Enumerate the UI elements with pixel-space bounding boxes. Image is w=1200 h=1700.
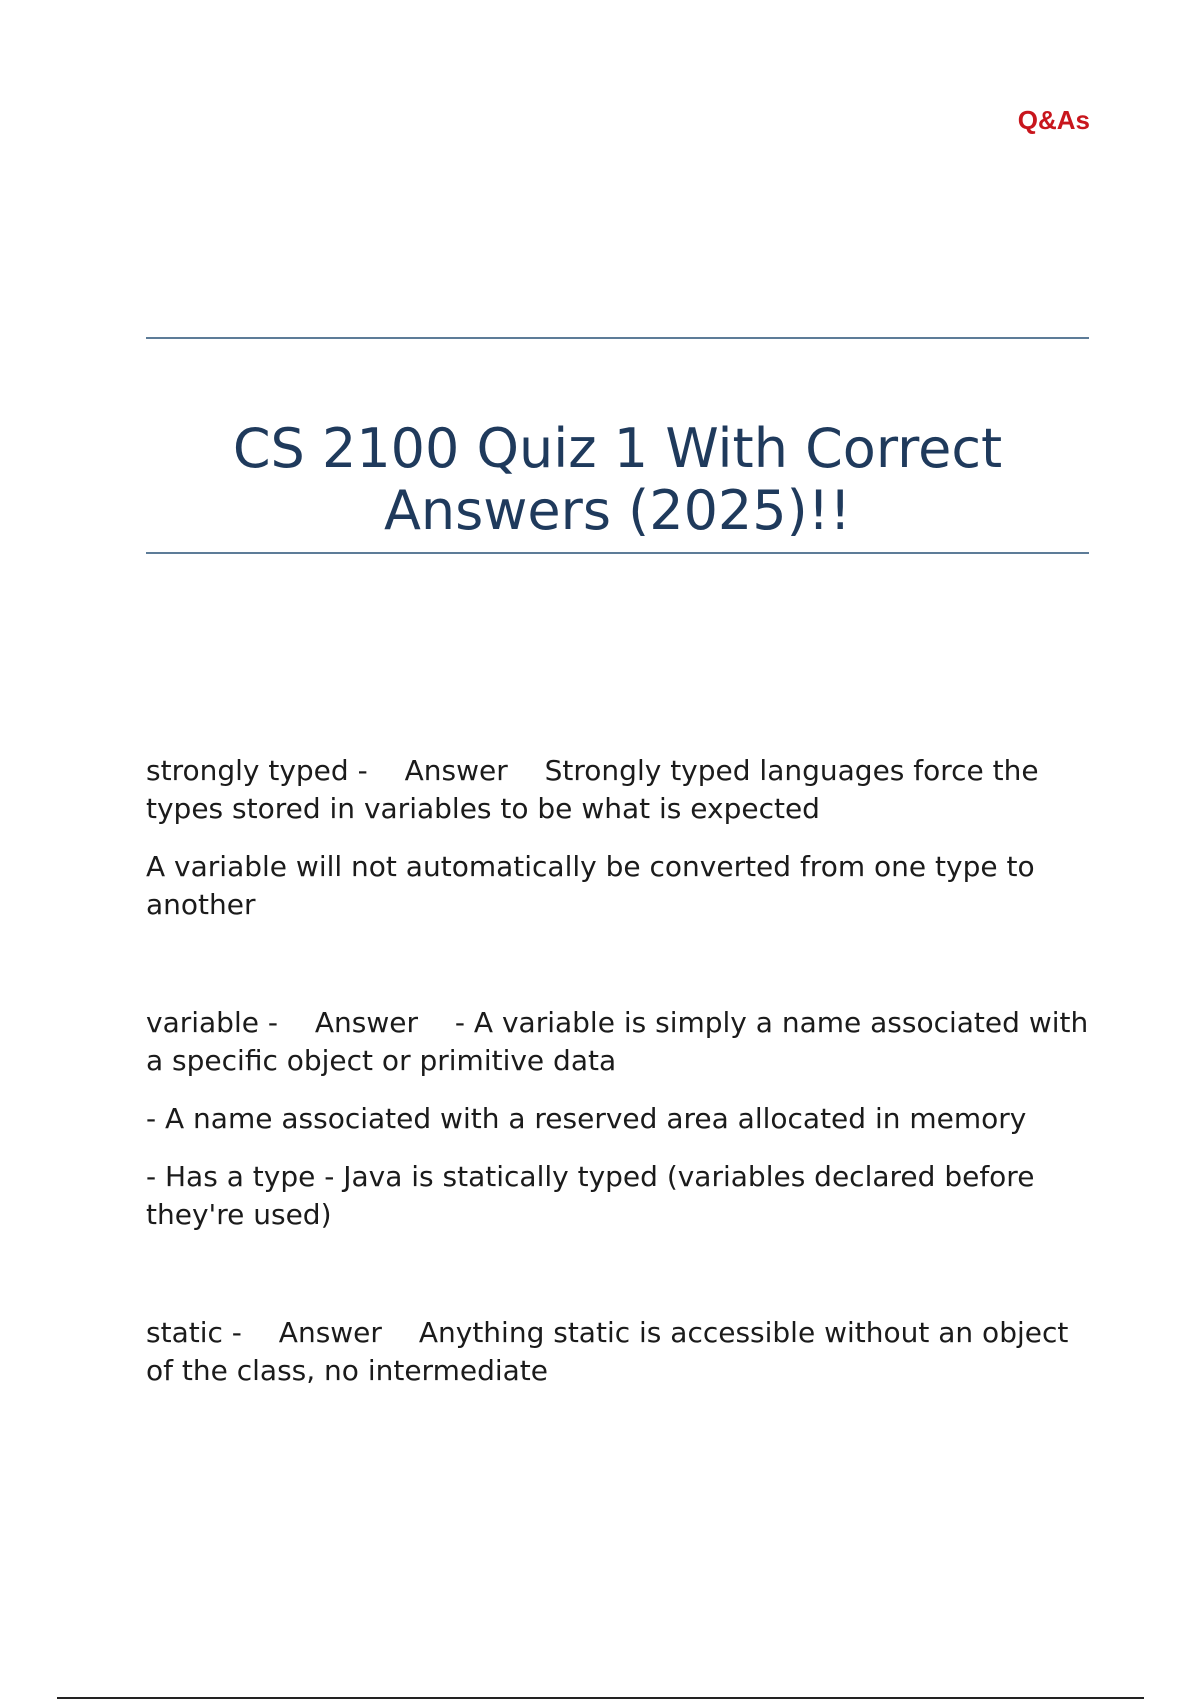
qa-item-static [146, 1314, 1096, 1390]
title-line-2: Answers (2025)!! [383, 479, 852, 542]
qa-item-variable [146, 1004, 1096, 1234]
answer-paragraph: - A name associated with a reserved area allocated in memory [146, 1102, 1027, 1135]
qa-first-paragraph [146, 1314, 1096, 1390]
answer-text: Anything static is accessible without an object of the class, no intermediate [146, 1316, 1069, 1387]
corner-label: Q&As [1017, 105, 1090, 135]
qa-first-paragraph [146, 752, 1096, 828]
title-top-rule [146, 337, 1089, 339]
answer-paragraph: - Has a type - Java is statically typed (variables declared before they're used) [146, 1160, 1035, 1231]
footer-rule [57, 1697, 1144, 1699]
qa-list [146, 752, 1096, 1390]
answer-label: Answer [314, 1006, 419, 1039]
qa-item-strongly-typed [146, 752, 1096, 924]
qa-term: strongly typed - [146, 754, 368, 787]
document-title [146, 418, 1089, 542]
qa-term: static - [146, 1316, 242, 1349]
qa-first-paragraph [146, 1004, 1096, 1080]
qa-term: variable - [146, 1006, 278, 1039]
title-line-1: CS 2100 Quiz 1 With Correct [232, 417, 1003, 480]
answer-label: Answer [278, 1316, 382, 1349]
answer-text: Strongly typed languages force the types stored in variables to be what is expected [146, 754, 1039, 825]
title-bottom-rule [146, 552, 1089, 554]
answer-text: - A variable is simply a name associated with a specific object or primitive data [146, 1006, 1089, 1077]
answer-paragraph: A variable will not automatically be converted from one type to another [146, 850, 1035, 921]
answer-label: Answer [404, 754, 508, 787]
